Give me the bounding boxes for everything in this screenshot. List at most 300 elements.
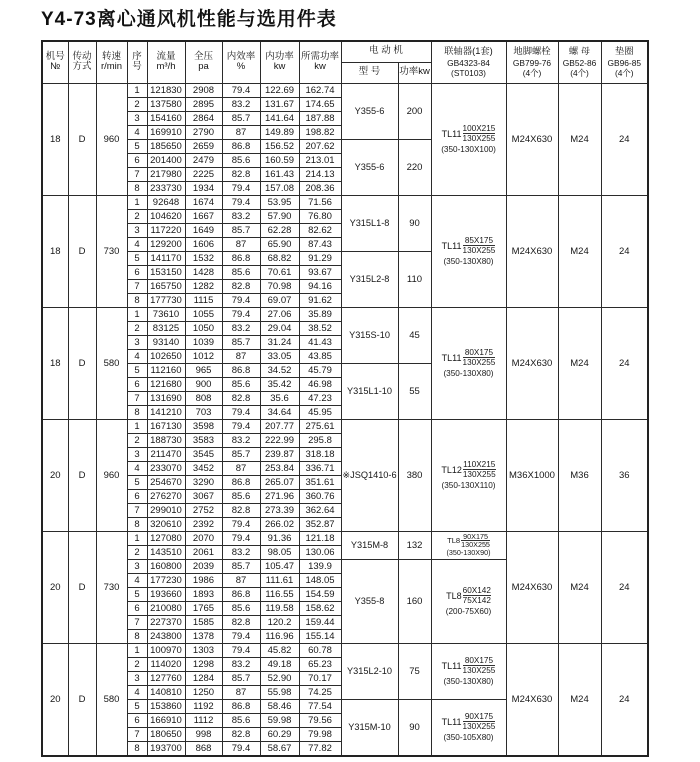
cell-inner-power: 266.02: [260, 517, 299, 531]
cell-inner-power: 35.6: [260, 391, 299, 405]
coupling-size-line: [432, 586, 506, 606]
cell-motor-model: Y315L1-8: [341, 195, 398, 251]
cell-flow: 104620: [147, 209, 185, 223]
cell-required-power: 295.8: [299, 433, 341, 447]
cell-pressure: 1282: [185, 279, 222, 293]
cell-inner-power: 69.07: [260, 293, 299, 307]
cell-machine-no: 18: [42, 83, 68, 195]
cell-flow: 210080: [147, 601, 185, 615]
cell-required-power: 155.14: [299, 629, 341, 643]
cell-efficiency: 82.8: [222, 727, 260, 741]
cell-seq: 7: [127, 391, 147, 405]
cell-efficiency: 85.6: [222, 153, 260, 167]
cell-required-power: 71.56: [299, 195, 341, 209]
header-line: (4个): [570, 67, 589, 78]
coupling-size-line: [432, 712, 506, 732]
cell-efficiency: 79.4: [222, 531, 260, 545]
coupling-size-line: [432, 124, 506, 144]
coupling-size-top: 80X175: [464, 347, 494, 357]
cell-required-power: 46.98: [299, 377, 341, 391]
cell-anchor-bolt: M24X630: [506, 643, 558, 756]
coupling-size-fraction: [463, 460, 496, 480]
cell-inner-power: 53.95: [260, 195, 299, 209]
cell-flow: 121680: [147, 377, 185, 391]
cell-inner-power: 60.29: [260, 727, 299, 741]
cell-pressure: 2659: [185, 139, 222, 153]
cell-flow: 227370: [147, 615, 185, 629]
cell-pressure: 2864: [185, 111, 222, 125]
cell-seq: 6: [127, 153, 147, 167]
coupling-size-fraction: [463, 124, 496, 144]
cell-required-power: 154.59: [299, 587, 341, 601]
cell-required-power: 77.54: [299, 699, 341, 713]
cell-flow: 127080: [147, 531, 185, 545]
cell-flow: 141170: [147, 251, 185, 265]
cell-machine-no: 20: [42, 643, 68, 756]
cell-seq: 2: [127, 209, 147, 223]
cell-seq: 8: [127, 629, 147, 643]
coupling-size-fraction: [463, 348, 496, 368]
cell-nut: M24: [558, 195, 601, 307]
cell-motor-power: 45: [398, 307, 431, 363]
col-header-speed: [96, 41, 127, 83]
header-line: 序: [132, 50, 142, 62]
cell-efficiency: 87: [222, 349, 260, 363]
cell-seq: 1: [127, 195, 147, 209]
cell-required-power: 174.65: [299, 97, 341, 111]
cell-machine-no: 20: [42, 419, 68, 531]
cell-seq: 4: [127, 349, 147, 363]
cell-efficiency: 82.8: [222, 615, 260, 629]
cell-pressure: 1055: [185, 307, 222, 321]
coupling-size-bottom: 130X255: [461, 540, 490, 550]
cell-required-power: 130.06: [299, 545, 341, 559]
cell-flow: 100970: [147, 643, 185, 657]
header-line: 号: [132, 61, 142, 73]
cell-motor-power: 110: [398, 251, 431, 307]
cell-pressure: 808: [185, 391, 222, 405]
cell-inner-power: 149.89: [260, 125, 299, 139]
cell-speed: 730: [96, 195, 127, 307]
cell-motor-model: Y355-6: [341, 83, 398, 139]
cell-seq: 1: [127, 83, 147, 97]
cell-seq: 1: [127, 419, 147, 433]
coupling-size-top: 85X175: [464, 235, 494, 245]
coupling-note: (350-130X80): [443, 256, 494, 266]
cell-speed: 730: [96, 531, 127, 643]
cell-required-power: 65.23: [299, 657, 341, 671]
cell-required-power: 360.76: [299, 489, 341, 503]
header-line: GB52-86: [562, 57, 597, 68]
cell-efficiency: 83.2: [222, 657, 260, 671]
cell-flow: 112160: [147, 363, 185, 377]
cell-flow: 93140: [147, 335, 185, 349]
cell-pressure: 1115: [185, 293, 222, 307]
cell-seq: 1: [127, 643, 147, 657]
cell-efficiency: 79.4: [222, 629, 260, 643]
coupling-size-bottom: 130X255: [462, 722, 496, 732]
cell-pressure: 2061: [185, 545, 222, 559]
cell-efficiency: 79.4: [222, 181, 260, 195]
coupling-size-line: [432, 533, 506, 549]
cell-flow: 73610: [147, 307, 185, 321]
cell-pressure: 3598: [185, 419, 222, 433]
cell-anchor-bolt: M24X630: [506, 83, 558, 195]
cell-pressure: 2790: [185, 125, 222, 139]
cell-pressure: 998: [185, 727, 222, 741]
header-line: GB96-85: [607, 57, 642, 68]
cell-pressure: 1585: [185, 615, 222, 629]
cell-inner-power: 35.42: [260, 377, 299, 391]
cell-inner-power: 207.77: [260, 419, 299, 433]
header-line: 转速: [101, 50, 121, 62]
cell-seq: 7: [127, 503, 147, 517]
header-line: 全压: [193, 50, 213, 62]
cell-motor-model: Y315L1-10: [341, 363, 398, 419]
coupling-size-bottom: 130X255: [462, 666, 496, 676]
col-header-machine-no: [42, 41, 68, 83]
cell-coupling: [431, 83, 506, 195]
cell-drive-type: D: [68, 195, 96, 307]
cell-nut: M24: [558, 531, 601, 643]
cell-required-power: 79.98: [299, 727, 341, 741]
col-header-flow: [147, 41, 185, 83]
cell-pressure: 1674: [185, 195, 222, 209]
cell-required-power: 139.9: [299, 559, 341, 573]
cell-coupling: [431, 307, 506, 419]
cell-efficiency: 79.4: [222, 195, 260, 209]
cell-washer: 24: [601, 195, 648, 307]
cell-flow: 193700: [147, 741, 185, 756]
cell-speed: 580: [96, 307, 127, 419]
cell-efficiency: 82.8: [222, 391, 260, 405]
table-row: [42, 195, 648, 209]
cell-pressure: 1303: [185, 643, 222, 657]
cell-pressure: 1012: [185, 349, 222, 363]
coupling-size-line: [432, 656, 506, 676]
cell-required-power: 162.74: [299, 83, 341, 97]
cell-required-power: 43.85: [299, 349, 341, 363]
cell-seq: 4: [127, 685, 147, 699]
cell-efficiency: 79.4: [222, 83, 260, 97]
cell-nut: M24: [558, 307, 601, 419]
header-line: kw: [314, 61, 326, 73]
coupling-note: (200-75X60): [445, 606, 492, 616]
col-header-drive-type: [68, 41, 96, 83]
header-row-1: [42, 41, 648, 62]
coupling-size-line: [432, 348, 506, 368]
coupling-size-bottom: 75X142: [462, 596, 491, 606]
header-line: 所需功率: [300, 50, 339, 62]
cell-pressure: 1378: [185, 629, 222, 643]
coupling-note: (350-130X80): [443, 676, 494, 686]
cell-flow: 193660: [147, 587, 185, 601]
cell-required-power: 121.18: [299, 531, 341, 545]
cell-inner-power: 70.61: [260, 265, 299, 279]
cell-seq: 8: [127, 405, 147, 419]
cell-flow: 153860: [147, 699, 185, 713]
cell-seq: 4: [127, 125, 147, 139]
cell-seq: 4: [127, 573, 147, 587]
cell-inner-power: 116.55: [260, 587, 299, 601]
cell-flow: 153150: [147, 265, 185, 279]
cell-seq: 8: [127, 293, 147, 307]
cell-seq: 3: [127, 223, 147, 237]
cell-drive-type: D: [68, 83, 96, 195]
col-header-nut: [558, 41, 601, 83]
cell-inner-power: 27.06: [260, 307, 299, 321]
cell-efficiency: 82.8: [222, 167, 260, 181]
cell-motor-model: Y355-6: [341, 139, 398, 195]
cell-required-power: 77.82: [299, 741, 341, 756]
coupling-model: TL11: [441, 240, 462, 251]
cell-coupling: [431, 419, 506, 531]
cell-required-power: 82.62: [299, 223, 341, 237]
cell-inner-power: 59.98: [260, 713, 299, 727]
cell-seq: 6: [127, 713, 147, 727]
cell-inner-power: 52.90: [260, 671, 299, 685]
cell-washer: 24: [601, 307, 648, 419]
coupling-size-fraction: [463, 236, 496, 256]
col-header-seq: [127, 41, 147, 83]
cell-coupling: [431, 531, 506, 559]
cell-pressure: 2479: [185, 153, 222, 167]
cell-coupling: [431, 699, 506, 756]
cell-nut: M24: [558, 83, 601, 195]
cell-efficiency: 86.8: [222, 363, 260, 377]
cell-pressure: 1050: [185, 321, 222, 335]
cell-flow: 143510: [147, 545, 185, 559]
header-line: 机号: [45, 50, 65, 62]
cell-efficiency: 87: [222, 685, 260, 699]
header-line: kw: [273, 61, 286, 73]
cell-flow: 167130: [147, 419, 185, 433]
cell-flow: 166910: [147, 713, 185, 727]
cell-efficiency: 83.2: [222, 209, 260, 223]
cell-efficiency: 79.4: [222, 643, 260, 657]
cell-seq: 2: [127, 97, 147, 111]
cell-motor-power: 220: [398, 139, 431, 195]
cell-washer: 24: [601, 643, 648, 756]
cell-seq: 7: [127, 727, 147, 741]
cell-inner-power: 55.98: [260, 685, 299, 699]
coupling-model: TL11: [441, 660, 462, 671]
cell-seq: 3: [127, 111, 147, 125]
cell-flow: 188730: [147, 433, 185, 447]
cell-seq: 3: [127, 671, 147, 685]
cell-required-power: 208.36: [299, 181, 341, 195]
cell-inner-power: 68.82: [260, 251, 299, 265]
cell-inner-power: 70.98: [260, 279, 299, 293]
coupling-size-fraction: [463, 712, 496, 732]
cell-flow: 276270: [147, 489, 185, 503]
cell-inner-power: 57.90: [260, 209, 299, 223]
cell-motor-power: 200: [398, 83, 431, 139]
cell-efficiency: 83.2: [222, 433, 260, 447]
cell-seq: 2: [127, 433, 147, 447]
cell-flow: 92648: [147, 195, 185, 209]
cell-inner-power: 141.64: [260, 111, 299, 125]
cell-required-power: 35.89: [299, 307, 341, 321]
table-header: [42, 41, 648, 83]
cell-seq: 3: [127, 447, 147, 461]
cell-required-power: 362.64: [299, 503, 341, 517]
cell-efficiency: 87: [222, 125, 260, 139]
cell-pressure: 1532: [185, 251, 222, 265]
cell-pressure: 868: [185, 741, 222, 756]
cell-flow: 233730: [147, 181, 185, 195]
page-title: Y4-73离心通风机性能与选用件表: [41, 9, 337, 30]
header-line: 地脚螺栓: [513, 46, 551, 57]
cell-flow: 140810: [147, 685, 185, 699]
cell-pressure: 1934: [185, 181, 222, 195]
table-row: [42, 307, 648, 321]
cell-pressure: 1192: [185, 699, 222, 713]
cell-seq: 2: [127, 321, 147, 335]
cell-efficiency: 85.7: [222, 111, 260, 125]
cell-pressure: 2752: [185, 503, 222, 517]
cell-anchor-bolt: M24X630: [506, 307, 558, 419]
cell-pressure: 1667: [185, 209, 222, 223]
cell-required-power: 38.52: [299, 321, 341, 335]
cell-pressure: 1649: [185, 223, 222, 237]
coupling-size-top: 100X215: [462, 123, 496, 133]
cell-machine-no: 20: [42, 531, 68, 643]
header-line: r/min: [100, 61, 123, 73]
cell-required-power: 318.18: [299, 447, 341, 461]
cell-flow: 169910: [147, 125, 185, 139]
cell-required-power: 70.17: [299, 671, 341, 685]
cell-required-power: 47.23: [299, 391, 341, 405]
coupling-size-top: 60X142: [462, 585, 491, 595]
table-row: [42, 419, 648, 433]
col-header-required-power: [299, 41, 341, 83]
header-line: 方式: [72, 61, 92, 73]
cell-seq: 8: [127, 517, 147, 531]
cell-inner-power: 157.08: [260, 181, 299, 195]
cell-efficiency: 85.7: [222, 559, 260, 573]
cell-inner-power: 34.52: [260, 363, 299, 377]
coupling-size-fraction: [461, 533, 490, 549]
cell-efficiency: 83.2: [222, 545, 260, 559]
cell-flow: 320610: [147, 517, 185, 531]
cell-inner-power: 98.05: [260, 545, 299, 559]
cell-efficiency: 83.2: [222, 97, 260, 111]
cell-motor-power: 75: [398, 643, 431, 699]
cell-washer: 24: [601, 531, 648, 643]
coupling-size-top: 110X215: [463, 459, 496, 469]
cell-flow: 160800: [147, 559, 185, 573]
coupling-size-fraction: [463, 586, 491, 606]
cell-pressure: 1765: [185, 601, 222, 615]
coupling-model: TL11: [441, 128, 462, 139]
cell-pressure: 3067: [185, 489, 222, 503]
header-line: №: [50, 61, 61, 73]
col-header-coupling: [431, 41, 506, 83]
cell-required-power: 158.62: [299, 601, 341, 615]
cell-washer: 24: [601, 83, 648, 195]
cell-efficiency: 79.4: [222, 293, 260, 307]
cell-required-power: 76.80: [299, 209, 341, 223]
cell-efficiency: 87: [222, 573, 260, 587]
header-line: 联轴器(1套): [444, 46, 493, 57]
cell-coupling: [431, 559, 506, 643]
cell-flow: 299010: [147, 503, 185, 517]
cell-seq: 5: [127, 251, 147, 265]
cell-inner-power: 120.2: [260, 615, 299, 629]
cell-pressure: 1112: [185, 713, 222, 727]
header-line: (ST0103): [451, 67, 486, 78]
cell-flow: 185650: [147, 139, 185, 153]
cell-flow: 121830: [147, 83, 185, 97]
table-row: [42, 83, 648, 97]
cell-nut: M36: [558, 419, 601, 531]
cell-inner-power: 160.59: [260, 153, 299, 167]
cell-pressure: 2039: [185, 559, 222, 573]
cell-pressure: 965: [185, 363, 222, 377]
col-header-pressure: [185, 41, 222, 83]
cell-flow: 137580: [147, 97, 185, 111]
cell-flow: 165750: [147, 279, 185, 293]
cell-required-power: 213.01: [299, 153, 341, 167]
cell-inner-power: 31.24: [260, 335, 299, 349]
cell-efficiency: 79.4: [222, 307, 260, 321]
cell-motor-power: 160: [398, 559, 431, 643]
cell-coupling: [431, 643, 506, 699]
cell-inner-power: 156.52: [260, 139, 299, 153]
cell-flow: 211470: [147, 447, 185, 461]
cell-efficiency: 83.2: [222, 321, 260, 335]
cell-efficiency: 85.6: [222, 265, 260, 279]
cell-pressure: 703: [185, 405, 222, 419]
cell-seq: 5: [127, 139, 147, 153]
cell-required-power: 207.62: [299, 139, 341, 153]
coupling-note: (350-130X90): [446, 547, 491, 557]
cell-seq: 5: [127, 475, 147, 489]
cell-motor-model: ※JSQ1410-6: [341, 419, 398, 531]
cell-required-power: 45.79: [299, 363, 341, 377]
coupling-size-line: [432, 460, 506, 480]
cell-required-power: 159.44: [299, 615, 341, 629]
cell-efficiency: 79.4: [222, 741, 260, 756]
cell-inner-power: 239.87: [260, 447, 299, 461]
cell-flow: 180650: [147, 727, 185, 741]
cell-inner-power: 119.58: [260, 601, 299, 615]
coupling-size-top: 90X175: [463, 531, 488, 541]
cell-motor-model: Y315L2-8: [341, 251, 398, 307]
cell-pressure: 900: [185, 377, 222, 391]
cell-required-power: 87.43: [299, 237, 341, 251]
cell-motor-model: Y315L2-10: [341, 643, 398, 699]
cell-inner-power: 29.04: [260, 321, 299, 335]
cell-nut: M24: [558, 643, 601, 756]
cell-anchor-bolt: M36X1000: [506, 419, 558, 531]
table-row: [42, 643, 648, 657]
cell-required-power: 79.56: [299, 713, 341, 727]
coupling-size-bottom: 130X255: [462, 134, 496, 144]
cell-motor-power: 90: [398, 699, 431, 756]
coupling-note: (350-130X100): [441, 144, 496, 154]
cell-required-power: 336.71: [299, 461, 341, 475]
cell-required-power: 41.43: [299, 335, 341, 349]
cell-required-power: 45.95: [299, 405, 341, 419]
col-header-motor: 电 动 机: [341, 41, 431, 62]
col-header-motor-model: 型 号: [341, 62, 398, 83]
cell-seq: 3: [127, 559, 147, 573]
cell-machine-no: 18: [42, 195, 68, 307]
cell-flow: 141210: [147, 405, 185, 419]
col-header-motor-power: 功率kw: [398, 62, 431, 83]
